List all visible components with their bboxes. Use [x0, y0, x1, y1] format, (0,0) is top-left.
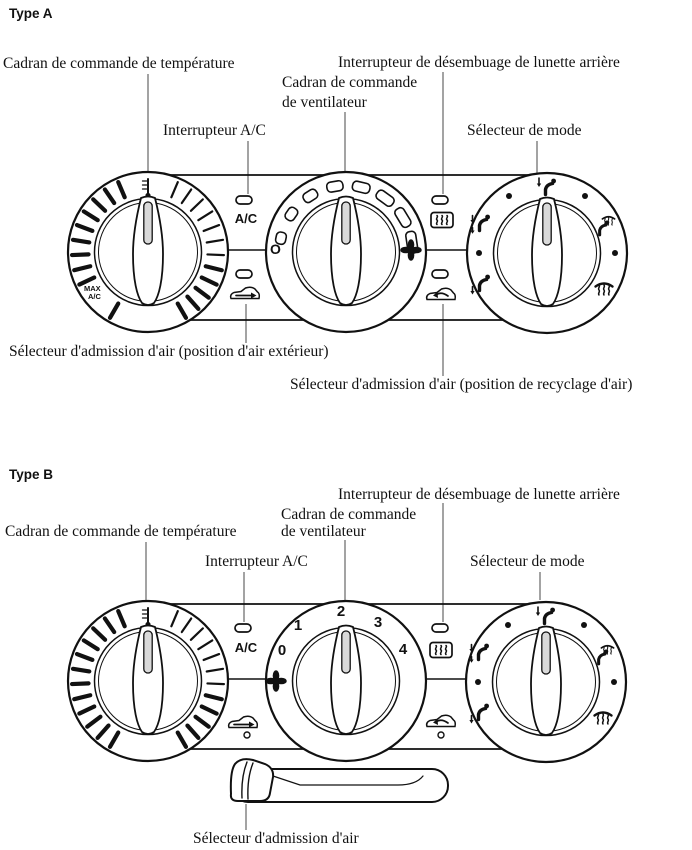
recirc-indicator-lamp-a[interactable] — [432, 270, 448, 278]
fan-knob-handle[interactable] — [331, 626, 361, 735]
fan-off-label-a: O — [270, 241, 281, 257]
label-defogger-b: Interrupteur de désembuage de lunette arrière — [338, 486, 620, 503]
exterior-indicator-lamp-a[interactable] — [236, 270, 252, 278]
fan-dial-b[interactable] — [266, 601, 426, 761]
fan-knob-handle[interactable] — [331, 197, 361, 306]
recirc-air-car-icon-b — [427, 715, 456, 726]
label-fan-line2-a: de ventilateur — [282, 94, 367, 111]
label-defogger-a: Interrupteur de désembuage de lunette arrière — [338, 54, 620, 71]
temp-knob-handle[interactable] — [133, 197, 163, 306]
rear-defog-icon-a — [431, 213, 453, 228]
defog-indicator-lamp-a[interactable] — [432, 196, 448, 204]
max-ac-label-line2: A/C — [88, 292, 101, 301]
fan-speed-3: 3 — [373, 614, 383, 631]
label-intake-exterior-a: Sélecteur d'admission d'air (position d'air extérieur) — [9, 343, 329, 360]
label-temperature-a: Cadran de commande de température — [3, 55, 235, 72]
max-ac-label-line1: MAX — [84, 284, 101, 293]
label-mode-a: Sélecteur de mode — [467, 122, 582, 139]
intake-slider[interactable] — [231, 759, 448, 802]
ac-button-label-a[interactable]: A/C — [234, 211, 258, 226]
mode-knob-handle[interactable] — [532, 198, 562, 307]
slider-knob[interactable] — [231, 759, 273, 801]
rear-defog-icon-b — [430, 643, 452, 658]
temp-dial-b[interactable] — [68, 601, 228, 761]
fresh-air-car-icon-a — [231, 287, 260, 298]
label-temperature-b: Cadran de commande de température — [5, 523, 237, 540]
label-fan-line1-b: Cadran de commande — [281, 506, 417, 523]
ac-button-label-b[interactable]: A/C — [234, 640, 258, 655]
mode-dial-a[interactable] — [467, 173, 627, 333]
mode-dial-b[interactable] — [466, 602, 626, 762]
recirc-air-car-icon-a — [427, 288, 456, 299]
label-ac-a: Interrupteur A/C — [163, 122, 266, 139]
fan-speed-2: 2 — [336, 603, 346, 620]
defog-indicator-lamp-b[interactable] — [432, 624, 448, 632]
mode-knob-handle[interactable] — [531, 627, 561, 736]
temp-knob-handle[interactable] — [133, 626, 163, 735]
label-mode-b: Sélecteur de mode — [470, 553, 585, 570]
label-fan-line2-b: de ventilateur — [281, 523, 366, 540]
label-fan-line1-a: Cadran de commande — [282, 74, 418, 91]
panel-b — [68, 601, 626, 802]
position-dot-exterior-b — [244, 732, 250, 738]
ac-indicator-lamp-a[interactable] — [236, 196, 252, 204]
label-ac-b: Interrupteur A/C — [205, 553, 308, 570]
fan-speed-4: 4 — [398, 641, 408, 658]
fan-speed-1: 1 — [293, 617, 303, 634]
panel-a — [68, 172, 627, 333]
ac-indicator-lamp-b[interactable] — [235, 624, 251, 632]
label-intake-recirc-a: Sélecteur d'admission d'air (position de recyclage d'air) — [290, 376, 633, 393]
fresh-air-car-icon-b — [229, 716, 258, 727]
section-b-title: Type B — [9, 467, 54, 482]
position-dot-recirc-b — [438, 732, 444, 738]
section-a-title: Type A — [9, 6, 53, 21]
label-intake-b: Sélecteur d'admission d'air — [193, 830, 359, 847]
fan-speed-0: 0 — [277, 642, 287, 659]
temp-dial-a[interactable] — [68, 172, 228, 332]
